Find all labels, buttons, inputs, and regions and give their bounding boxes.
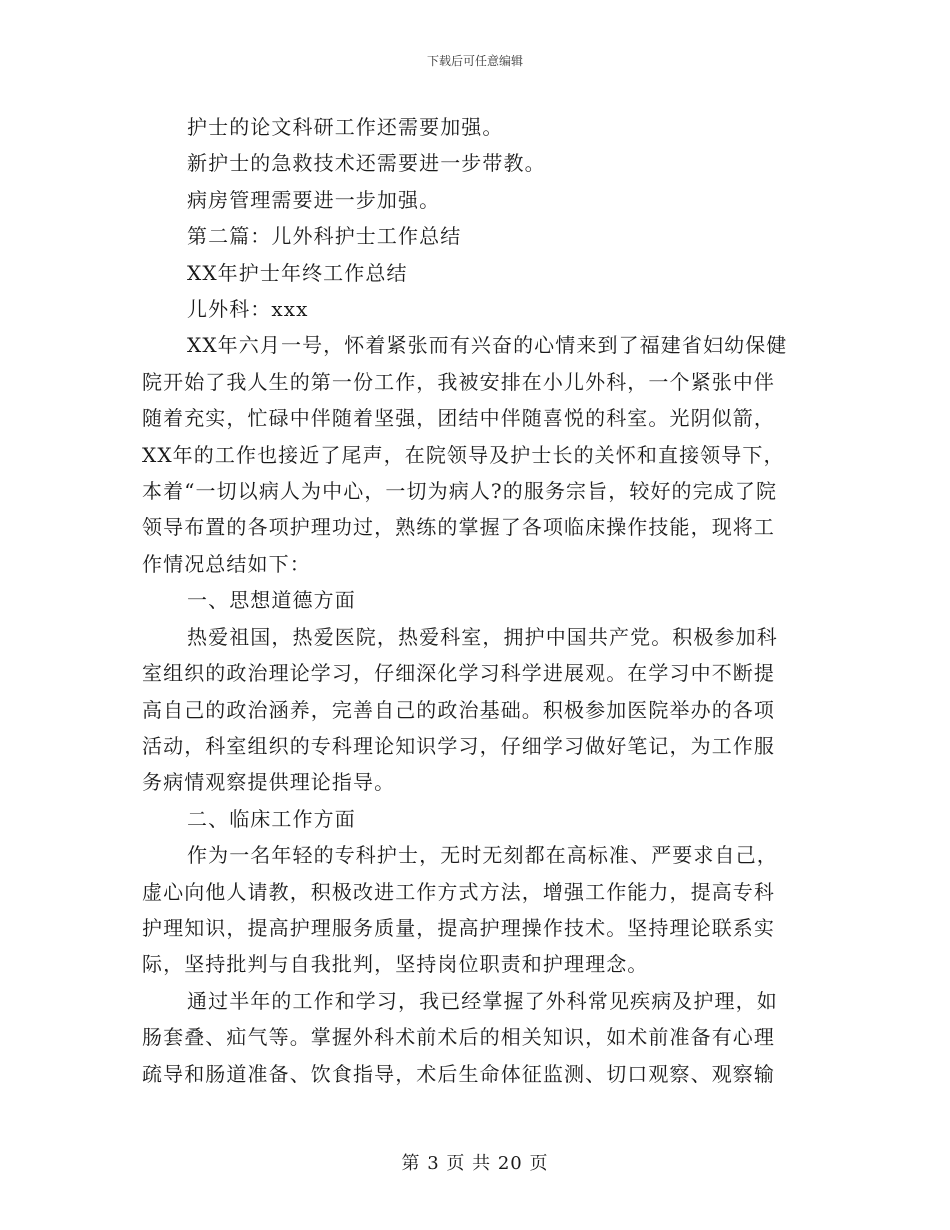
paragraph-1-line-2: 院开始了我人生的第一份工作，我被安排在小儿外科，一个紧张中伴 bbox=[142, 369, 775, 394]
paragraph-2-line-5: 务病情观察提供理论指导。 bbox=[142, 770, 396, 795]
body-line-1: 护士的论文科研工作还需要加强。 bbox=[187, 115, 504, 139]
body-line-3: 病房管理需要进一步加强。 bbox=[187, 187, 441, 212]
paragraph-3-line-3: 护理知识，提高护理服务质量，提高护理操作技术。坚持理论联系实 bbox=[142, 915, 775, 940]
paragraph-2-line-2: 室组织的政治理论学习，仔细深化学习科学进展观。在学习中不断提 bbox=[142, 661, 775, 686]
paragraph-2-line-3: 高自己的政治涵养，完善自己的政治基础。积极参加医院举办的各项 bbox=[142, 697, 775, 722]
paragraph-1-line-3: 随着充实，忙碌中伴随着坚强，团结中伴随喜悦的科室。光阴似箭， bbox=[142, 406, 775, 431]
paragraph-4-line-1: 通过半年的工作和学习，我已经掌握了外科常见疾病及护理，如 bbox=[187, 988, 778, 1013]
paragraph-3-line-4: 际，坚持批判与自我批判，坚持岗位职责和护理理念。 bbox=[142, 952, 649, 977]
paragraph-1-line-1: XX年六月一号，怀着紧张而有兴奋的心情来到了福建省妇幼保健 bbox=[187, 333, 788, 358]
paragraph-3-line-1: 作为一名年轻的专科护士，无时无刻都在高标准、严要求自己， bbox=[187, 843, 778, 868]
paragraph-4-line-2: 肠套叠、疝气等。掌握外科术前术后的相关知识，如术前准备有心理 bbox=[142, 1025, 775, 1050]
paragraph-1-line-5: 本着“一切以病人为中心，一切为病人?的服务宗旨，较好的完成了院 bbox=[142, 479, 778, 504]
paragraph-1-line-4: XX年的工作也接近了尾声，在院领导及护士长的关怀和直接领导下， bbox=[142, 442, 785, 467]
heading-clinical: 二、临床工作方面 bbox=[187, 806, 356, 831]
paragraph-2-line-4: 活动，科室组织的专科理论知识学习，仔细学习做好笔记，为工作服 bbox=[142, 733, 775, 758]
paragraph-1-line-6: 领导布置的各项护理功过，熟练的掌握了各项临床操作技能，现将工 bbox=[142, 515, 775, 540]
section-title-2: 第二篇：儿外科护士工作总结 bbox=[187, 224, 462, 249]
paragraph-2-line-1: 热爱祖国，热爱医院，热爱科室，拥护中国共产党。积极参加科 bbox=[187, 624, 778, 649]
paragraph-4-line-3: 疏导和肠道准备、饮食指导，术后生命体征监测、切口观察、观察输 bbox=[142, 1061, 775, 1086]
document-title: XX年护士年终工作总结 bbox=[187, 260, 408, 285]
document-body bbox=[142, 109, 806, 1092]
heading-ideology: 一、思想道德方面 bbox=[187, 588, 356, 613]
page-header-note: 下载后可任意编辑 bbox=[426, 54, 523, 68]
author-line: 儿外科：xxx bbox=[187, 297, 309, 322]
paragraph-3-line-2: 虚心向他人请教，积极改进工作方式方法，增强工作能力，提高专科 bbox=[142, 879, 775, 904]
page-number-footer: 第 3 页 共 20 页 bbox=[401, 1153, 549, 1174]
body-line-2: 新护士的急救技术还需要进一步带教。 bbox=[187, 151, 546, 176]
paragraph-1-line-7: 作情况总结如下： bbox=[142, 551, 311, 576]
